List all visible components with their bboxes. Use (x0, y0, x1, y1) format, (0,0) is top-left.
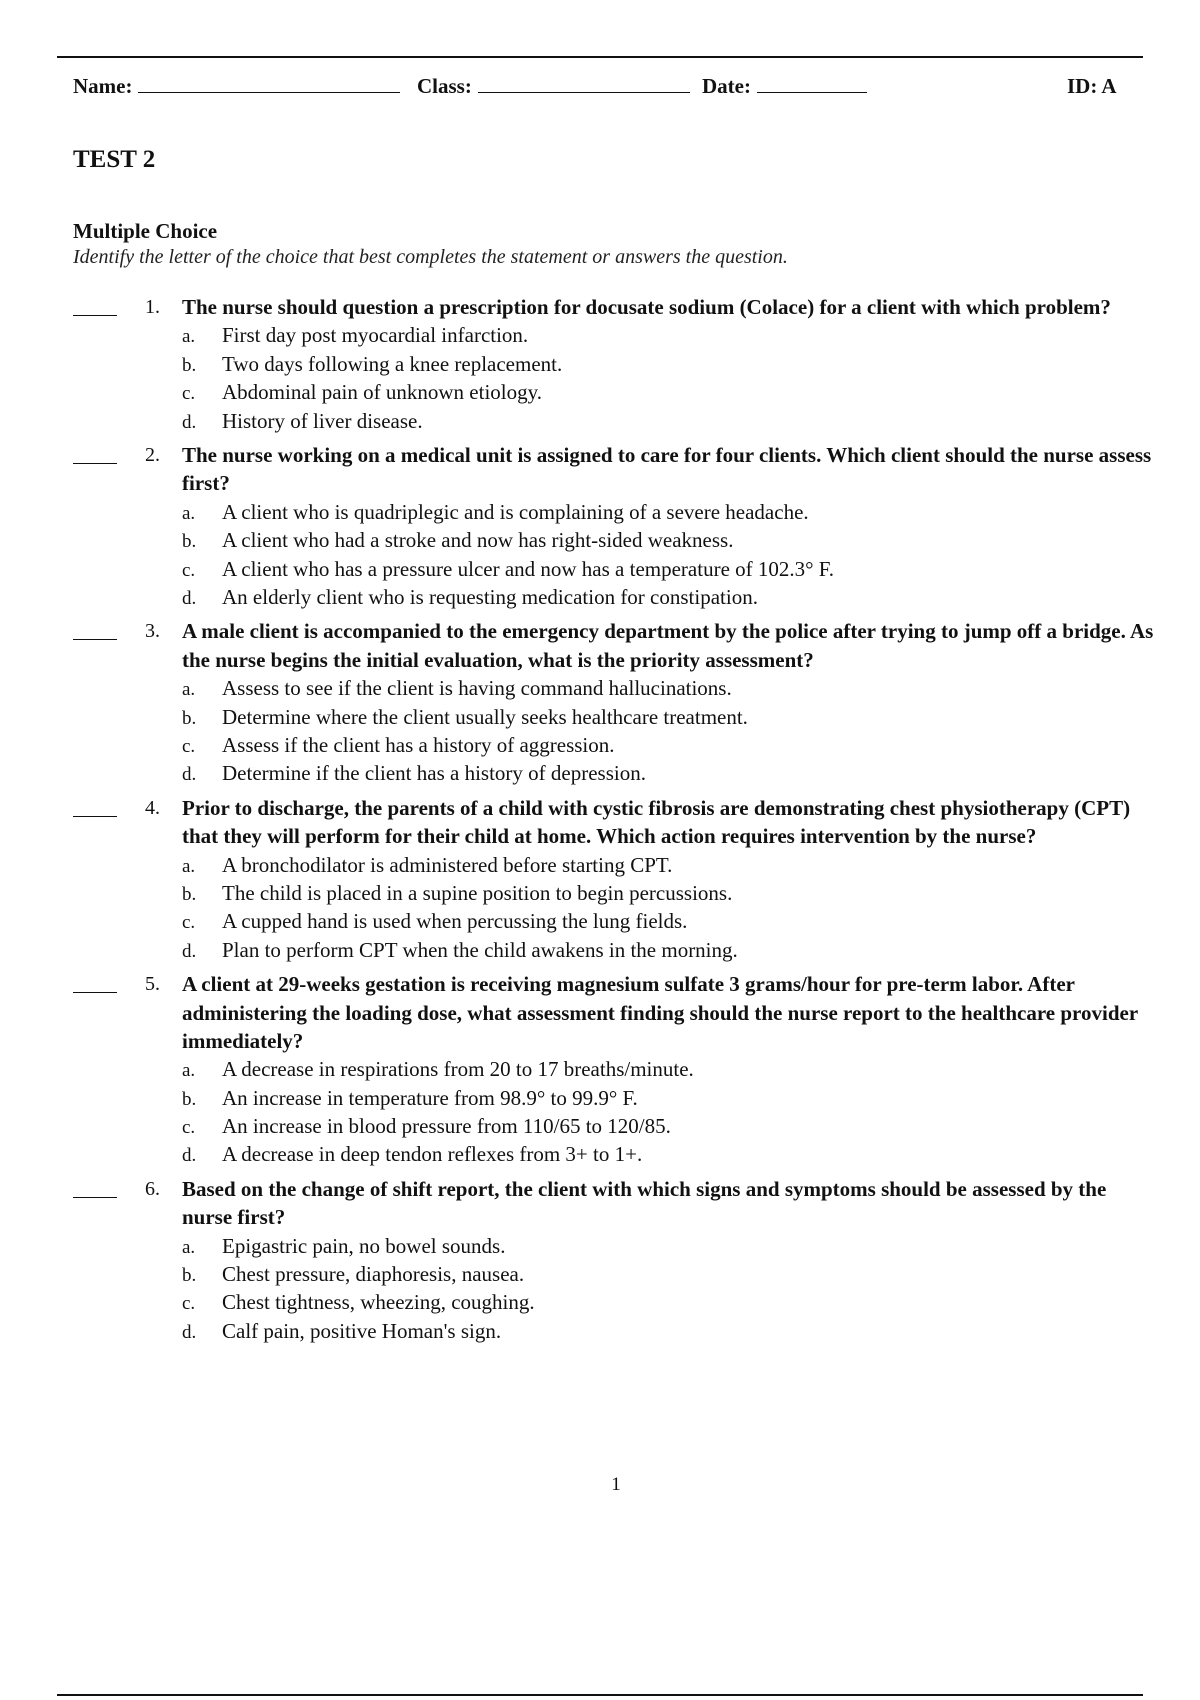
answer-blank[interactable] (73, 639, 117, 640)
choice-letter: c. (182, 559, 196, 581)
choice-letter: a. (182, 502, 196, 524)
choice-c (182, 1112, 1200, 1140)
choice-letter: a. (182, 679, 196, 701)
choice-list (0, 321, 1200, 435)
page-number: 1 (611, 1474, 621, 1495)
question-stem: A client at 29-weeks gestation is receiving magnesium sulfate 3 grams/hour for pre-term labor. After administering the loading dose, what assessment finding should the nurse report to the healthcare provider immediately? (182, 972, 1138, 1053)
question-number: 1. (145, 296, 160, 318)
choice-text: Determine if the client has a history of depression. (222, 761, 646, 786)
choice-letter: b. (182, 1088, 197, 1110)
choice-text: A client who has a pressure ulcer and now has a temperature of 102.3° F. (222, 556, 835, 581)
choice-text: History of liver disease. (222, 408, 423, 433)
choice-letter: b. (182, 707, 197, 729)
choice-letter: c. (182, 1117, 196, 1139)
choice-b (182, 1260, 1200, 1288)
choice-text: A client who is quadriplegic and is complaining of a severe headache. (222, 499, 809, 524)
choice-letter: c. (182, 383, 196, 405)
answer-blank[interactable] (73, 992, 117, 993)
choice-letter: c. (182, 1293, 196, 1315)
question-number: 3. (145, 620, 160, 643)
choice-text: Determine where the client usually seeks healthcare treatment. (222, 704, 748, 729)
choice-text: Plan to perform CPT when the child awakens in the morning. (222, 937, 738, 962)
name-blank (138, 74, 400, 93)
choice-list (0, 1055, 1200, 1169)
choice-b (182, 350, 1200, 378)
choice-d (182, 1140, 1200, 1168)
choice-text: Calf pain, positive Homan's sign. (222, 1318, 502, 1343)
choice-text: An elderly client who is requesting medication for constipation. (222, 584, 758, 609)
choice-a (182, 1232, 1200, 1260)
question-4 (0, 794, 1200, 964)
choice-text: A client who had a stroke and now has right-sided weakness. (222, 528, 734, 553)
choice-text: A decrease in deep tendon reflexes from 3+ to 1+. (222, 1142, 643, 1167)
choice-letter: d. (182, 764, 197, 786)
choice-list (0, 851, 1200, 965)
choice-letter: a. (182, 1060, 196, 1082)
date-blank (757, 74, 867, 93)
choice-c (182, 907, 1200, 935)
choice-letter: a. (182, 855, 196, 877)
class-field (417, 74, 690, 99)
choice-letter: c. (182, 735, 196, 757)
choice-d (182, 759, 1200, 787)
test-title: TEST 2 (73, 146, 156, 173)
question-2 (0, 441, 1200, 611)
choice-c (182, 1288, 1200, 1316)
choice-d (182, 936, 1200, 964)
choice-a (182, 851, 1200, 879)
choice-text: Chest tightness, wheezing, coughing. (222, 1290, 535, 1315)
section-title: Multiple Choice (73, 219, 218, 243)
choice-letter: d. (182, 1321, 197, 1343)
choice-text: An increase in blood pressure from 110/65 to 120/85. (222, 1114, 671, 1139)
question-number: 6. (145, 1177, 160, 1200)
choice-list (0, 674, 1200, 788)
name-label: Name: (73, 74, 133, 98)
choice-text: Assess to see if the client is having command hallucinations. (222, 676, 732, 701)
choice-text: The child is placed in a supine position to begin percussions. (222, 880, 733, 905)
question-5 (0, 970, 1200, 1169)
choice-a (182, 674, 1200, 702)
class-label: Class: (417, 74, 472, 98)
choice-c (182, 378, 1200, 406)
student-info-header (73, 74, 1123, 104)
choice-text: A cupped hand is used when percussing the lung fields. (222, 909, 688, 934)
choice-a (182, 1055, 1200, 1083)
choice-text: An increase in temperature from 98.9° to 99.9° F. (222, 1085, 638, 1110)
choice-letter: d. (182, 1145, 197, 1167)
choice-a (182, 321, 1200, 349)
question-stem: The nurse working on a medical unit is assigned to care for four clients. Which client should the nurse assess first? (182, 442, 1152, 496)
choice-letter: b. (182, 531, 197, 553)
bottom-divider (57, 1694, 1143, 1696)
top-divider (57, 56, 1143, 58)
question-3 (0, 617, 1200, 787)
question-list (0, 293, 1200, 1351)
choice-d (182, 1317, 1200, 1345)
answer-blank[interactable] (73, 463, 117, 464)
choice-letter: b. (182, 354, 197, 376)
test-id: ID: A (1067, 74, 1117, 98)
choice-text: Two days following a knee replacement. (222, 351, 563, 376)
question-stem: Based on the change of shift report, the client with which signs and symptoms should be assessed by the nurse first? (182, 1176, 1107, 1230)
question-number: 5. (145, 973, 160, 996)
question-stem: A male client is accompanied to the emergency department by the police after trying to jump off a bridge. As the nurse begins the initial evaluation, what is the priority assessment? (182, 619, 1154, 672)
choice-d (182, 583, 1200, 611)
choice-text: Assess if the client has a history of aggression. (222, 732, 615, 757)
choice-text: A decrease in respirations from 20 to 17 breaths/minute. (222, 1057, 694, 1082)
name-field (73, 74, 400, 99)
choice-c (182, 555, 1200, 583)
section-instructions: Identify the letter of the choice that best completes the statement or answers the question. (73, 246, 788, 268)
choice-text: Abdominal pain of unknown etiology. (222, 380, 543, 405)
choice-letter: a. (182, 1236, 196, 1258)
choice-b (182, 879, 1200, 907)
question-number: 2. (145, 443, 160, 466)
choice-a (182, 498, 1200, 526)
question-stem: Prior to discharge, the parents of a child with cystic fibrosis are demonstrating chest physiotherapy (CPT) that they will perform for their child at home. Which action requires intervention by the nurse? (182, 795, 1131, 849)
class-blank (478, 74, 690, 93)
choice-letter: a. (182, 326, 196, 348)
choice-b (182, 1084, 1200, 1112)
choice-text: Epigastric pain, no bowel sounds. (222, 1233, 506, 1258)
choice-b (182, 703, 1200, 731)
choice-list (0, 498, 1200, 612)
date-label: Date: (702, 74, 751, 98)
choice-c (182, 731, 1200, 759)
choice-letter: d. (182, 587, 197, 609)
choice-letter: d. (182, 940, 197, 962)
choice-d (182, 407, 1200, 435)
choice-letter: b. (182, 1265, 197, 1287)
question-1 (0, 293, 1200, 435)
choice-text: Chest pressure, diaphoresis, nausea. (222, 1262, 525, 1287)
answer-blank[interactable] (73, 315, 117, 316)
choice-text: A bronchodilator is administered before starting CPT. (222, 852, 673, 877)
answer-blank[interactable] (73, 1197, 117, 1198)
question-stem: The nurse should question a prescription for docusate sodium (Colace) for a client with which problem? (182, 295, 1111, 319)
question-number: 4. (145, 796, 160, 819)
answer-blank[interactable] (73, 816, 117, 817)
choice-list (0, 1232, 1200, 1346)
choice-letter: b. (182, 883, 197, 905)
choice-letter: c. (182, 912, 196, 934)
choice-text: First day post myocardial infarction. (222, 323, 529, 348)
date-field (702, 74, 867, 99)
question-6 (0, 1175, 1200, 1345)
choice-letter: d. (182, 411, 197, 433)
choice-b (182, 526, 1200, 554)
